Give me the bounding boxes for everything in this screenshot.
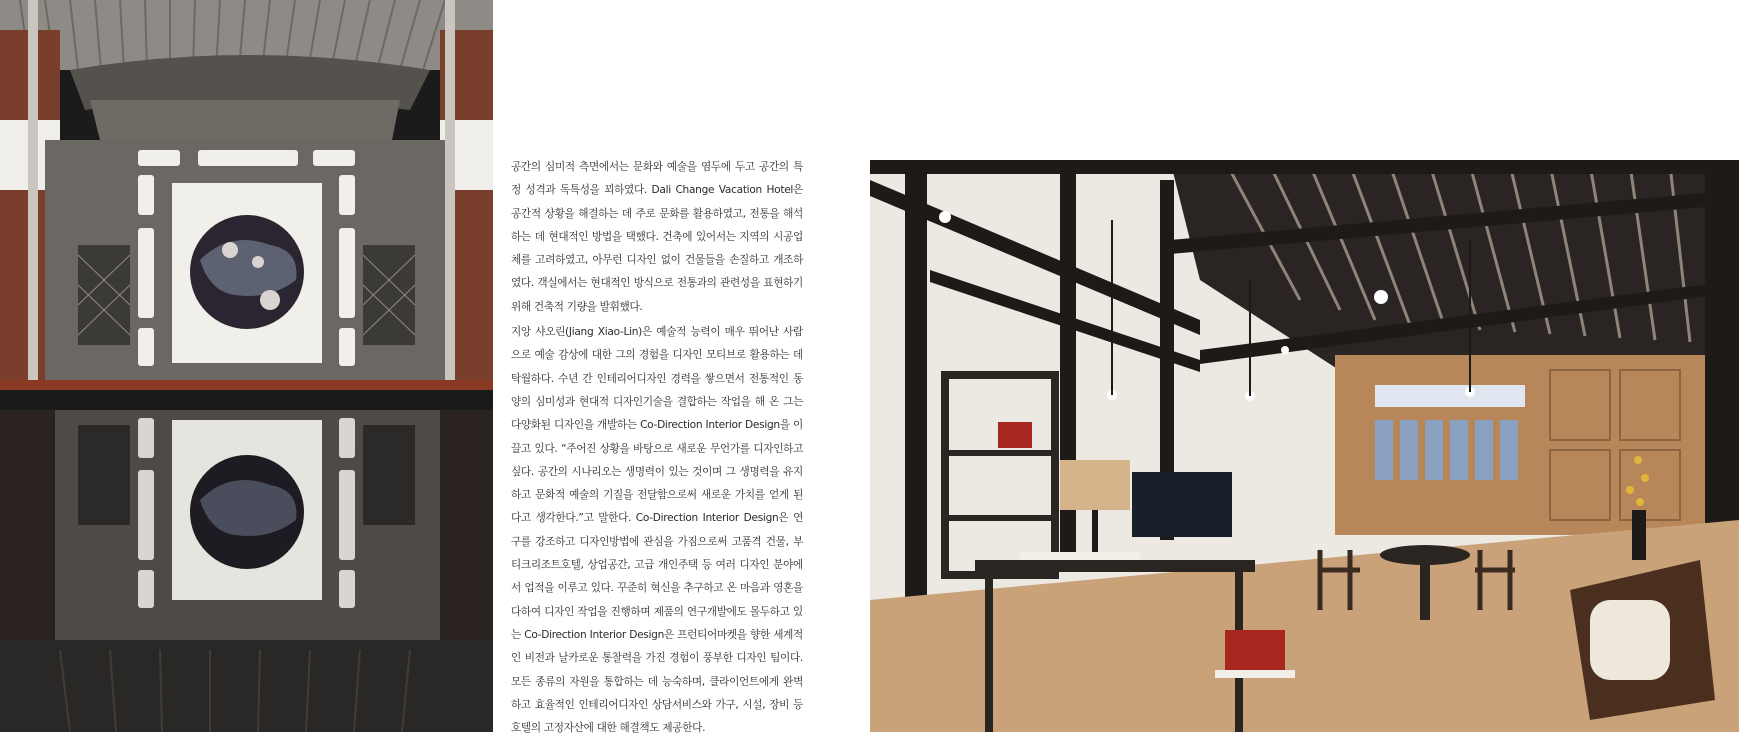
- article-text: [511, 156, 803, 742]
- interior-photo-drawing: [870, 160, 1739, 732]
- paragraph-1: 공간의 심미적 측면에서는 문화와 예술을 염두에 두고 공간의 특정 성격과 독특성을 꾀하였다. Dali Change Vacation Hotel은 공간적 상황을 해결하는 데 주로 문화를 활용하였고, 전통을 해석하는 데 현대적인 방법을 택했다. 건축에 있어서는 지역의 시공업체를 고려하였고, 아무런 디자인 없이 건물들을 손질하고 개조하였다. 객실에서는 현대적인 방식으로 전통과의 관련성을 표현하기 위해 건축적 기량을 발휘했다.: [511, 161, 803, 313]
- courtyard-photo: [0, 0, 493, 732]
- interior-photo: [870, 160, 1739, 732]
- courtyard-photo-drawing: [0, 0, 493, 732]
- paragraph-2: 지앙 샤오린(Jiang Xiao-Lin)은 예술적 능력이 매우 뛰어난 사람으로 예술 감상에 대한 그의 경험을 디자인 모티브로 활용하는 데 탁월하다. 수년 간 인테리어디자인 경력을 쌓으면서 전통적인 동양의 심미성과 현대적 디자인기술을 결합하는 작업을 해 온 그는 다양화된 디자인을 개발하는 Co-Direction Interior Design을 이끌고 있다. “주어진 상황을 바탕으로 새로운 무언가를 디자인하고 싶다. 공간의 시나리오는 생명력이 있는 것이며 그 생명력을 유지하고 문화적 예술의 기질을 전달함으로써 새로운 가치를 얻게 된다고 생각한다.”고 말한다. Co-Direction Interior Design은 연구를 강조하고 디자인방법에 관심을 가짐으로써 고품격 건물, 부티크리조트호텔, 상업공간, 고급 개인주택 등 여러 디자인 분야에서 업적을 이루고 있다. 꾸준히 혁신을 추구하고 온 마음과 영혼을 다하여 디자인 작업을 진행하며 제품의 연구개발에도 몰두하고 있는 Co-Direction Interior Design은 프런티어마켓을 향한 세계적인 비전과 날카로운 통찰력을 가진 경험이 풍부한 디자인 팀이다. 모든 종류의 자원을 통합하는 데 능숙하며, 클라이언트에게 완벽하고 효율적인 인테리어디자인 상담서비스와 가구, 시설, 장비 등 호텔의 고정자산에 대한 해결책도 제공한다.: [511, 326, 803, 735]
